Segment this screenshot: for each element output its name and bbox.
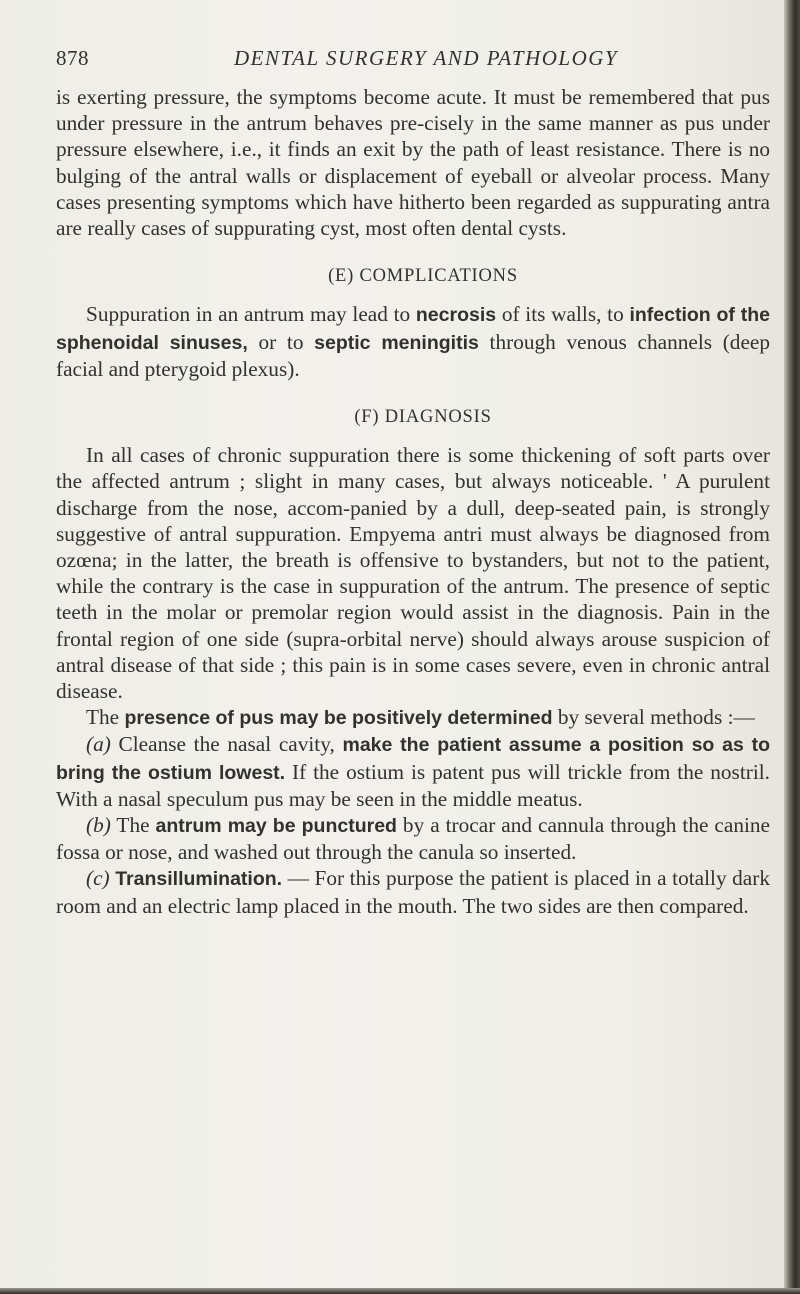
bold-term-position: make the patient assume a position so as to bring the ostium lowest.	[56, 734, 770, 784]
running-head: DENTAL SURGERY AND PATHOLOGY	[234, 46, 619, 70]
method-c	[56, 865, 770, 918]
bold-term-presence: presence of pus may be positively determined	[124, 707, 553, 730]
page-header	[0, 46, 786, 86]
heading-diagnosis: (F) DIAGNOSIS	[354, 407, 492, 428]
method-a-label: (a)	[86, 732, 111, 757]
page-number: 878	[56, 46, 89, 70]
bold-term-meningitis: septic meningitis	[314, 331, 479, 354]
book-spine-edge	[784, 0, 800, 1294]
page-bottom-edge	[0, 1288, 800, 1294]
bold-term-punctured: antrum may be punctured	[155, 815, 397, 838]
text-run: The	[110, 813, 156, 838]
text-run: by a trocar and cannula through the canine fossa or nose, and washed out through the canula so inserted.	[56, 813, 770, 865]
bold-term-transillumination: Transillumination.	[115, 868, 283, 891]
method-c-label: (c)	[86, 866, 110, 891]
bold-term-necrosis: necrosis	[415, 304, 497, 327]
text-run: If the ostium is patent pus will trickle from the nostril. With a nasal speculum pus may be seen in the middle meatus.	[56, 759, 770, 811]
paragraph-complications	[56, 301, 770, 382]
body-text	[56, 84, 770, 919]
method-a	[56, 731, 770, 812]
text-run: of its walls, to	[496, 302, 630, 327]
text-run: or to	[247, 329, 315, 354]
text-run: by several methods :—	[552, 705, 755, 730]
method-b	[56, 812, 770, 865]
paragraph-presence-of-pus	[56, 704, 770, 731]
paragraph-diagnosis: In all cases of chronic suppuration there is some thickening of soft parts over the affected antrum ; slight in many cases, but always noticeable. ' A purulent discharge from the nose, accom-panied by a dull, deep-seated pain, is strongly suggestive of antral suppuration. Empyema antri must always be diagnosed from ozœna; in the latter, the breath is offensive to bystanders, but not to the patient, while the contrary is the case in suppuration of the antrum. The presence of septic teeth in the molar or premolar region would assist in the diagnosis. Pain in the frontal region of one side (supra-orbital nerve) should always arouse suspicion of antral disease of that side ; this pain is in some cases severe, even in chronic antral disease.	[56, 443, 770, 704]
text-run: Suppuration in an antrum may lead to	[86, 302, 416, 327]
text-run: Cleanse the nasal cavity,	[110, 732, 343, 757]
bold-term-sphenoidal: infection of the sphenoidal sinuses,	[56, 304, 770, 354]
heading-complications: (E) COMPLICATIONS	[328, 266, 518, 287]
paragraph-continuation: is exerting pressure, the symptoms become acute. It must be remembered that pus under pressure in the antrum behaves pre-cisely in the same manner as pus under pressure elsewhere, i.e., it finds an exit by the path of least resistance. There is no bulging of the antral walls or displacement of eyeball or alveolar process. Many cases presenting symptoms which have hitherto been regarded as suppurating antra are really cases of suppurating cyst, most often dental cysts.	[56, 85, 770, 241]
text-run: — For this purpose the patient is placed in a totally dark room and an electric lamp placed in the mouth. The two sides are then compared.	[56, 866, 770, 918]
text-run: The	[86, 705, 125, 730]
text-run: through venous channels (deep facial and pterygoid plexus).	[56, 329, 771, 381]
method-b-label: (b)	[86, 813, 111, 838]
